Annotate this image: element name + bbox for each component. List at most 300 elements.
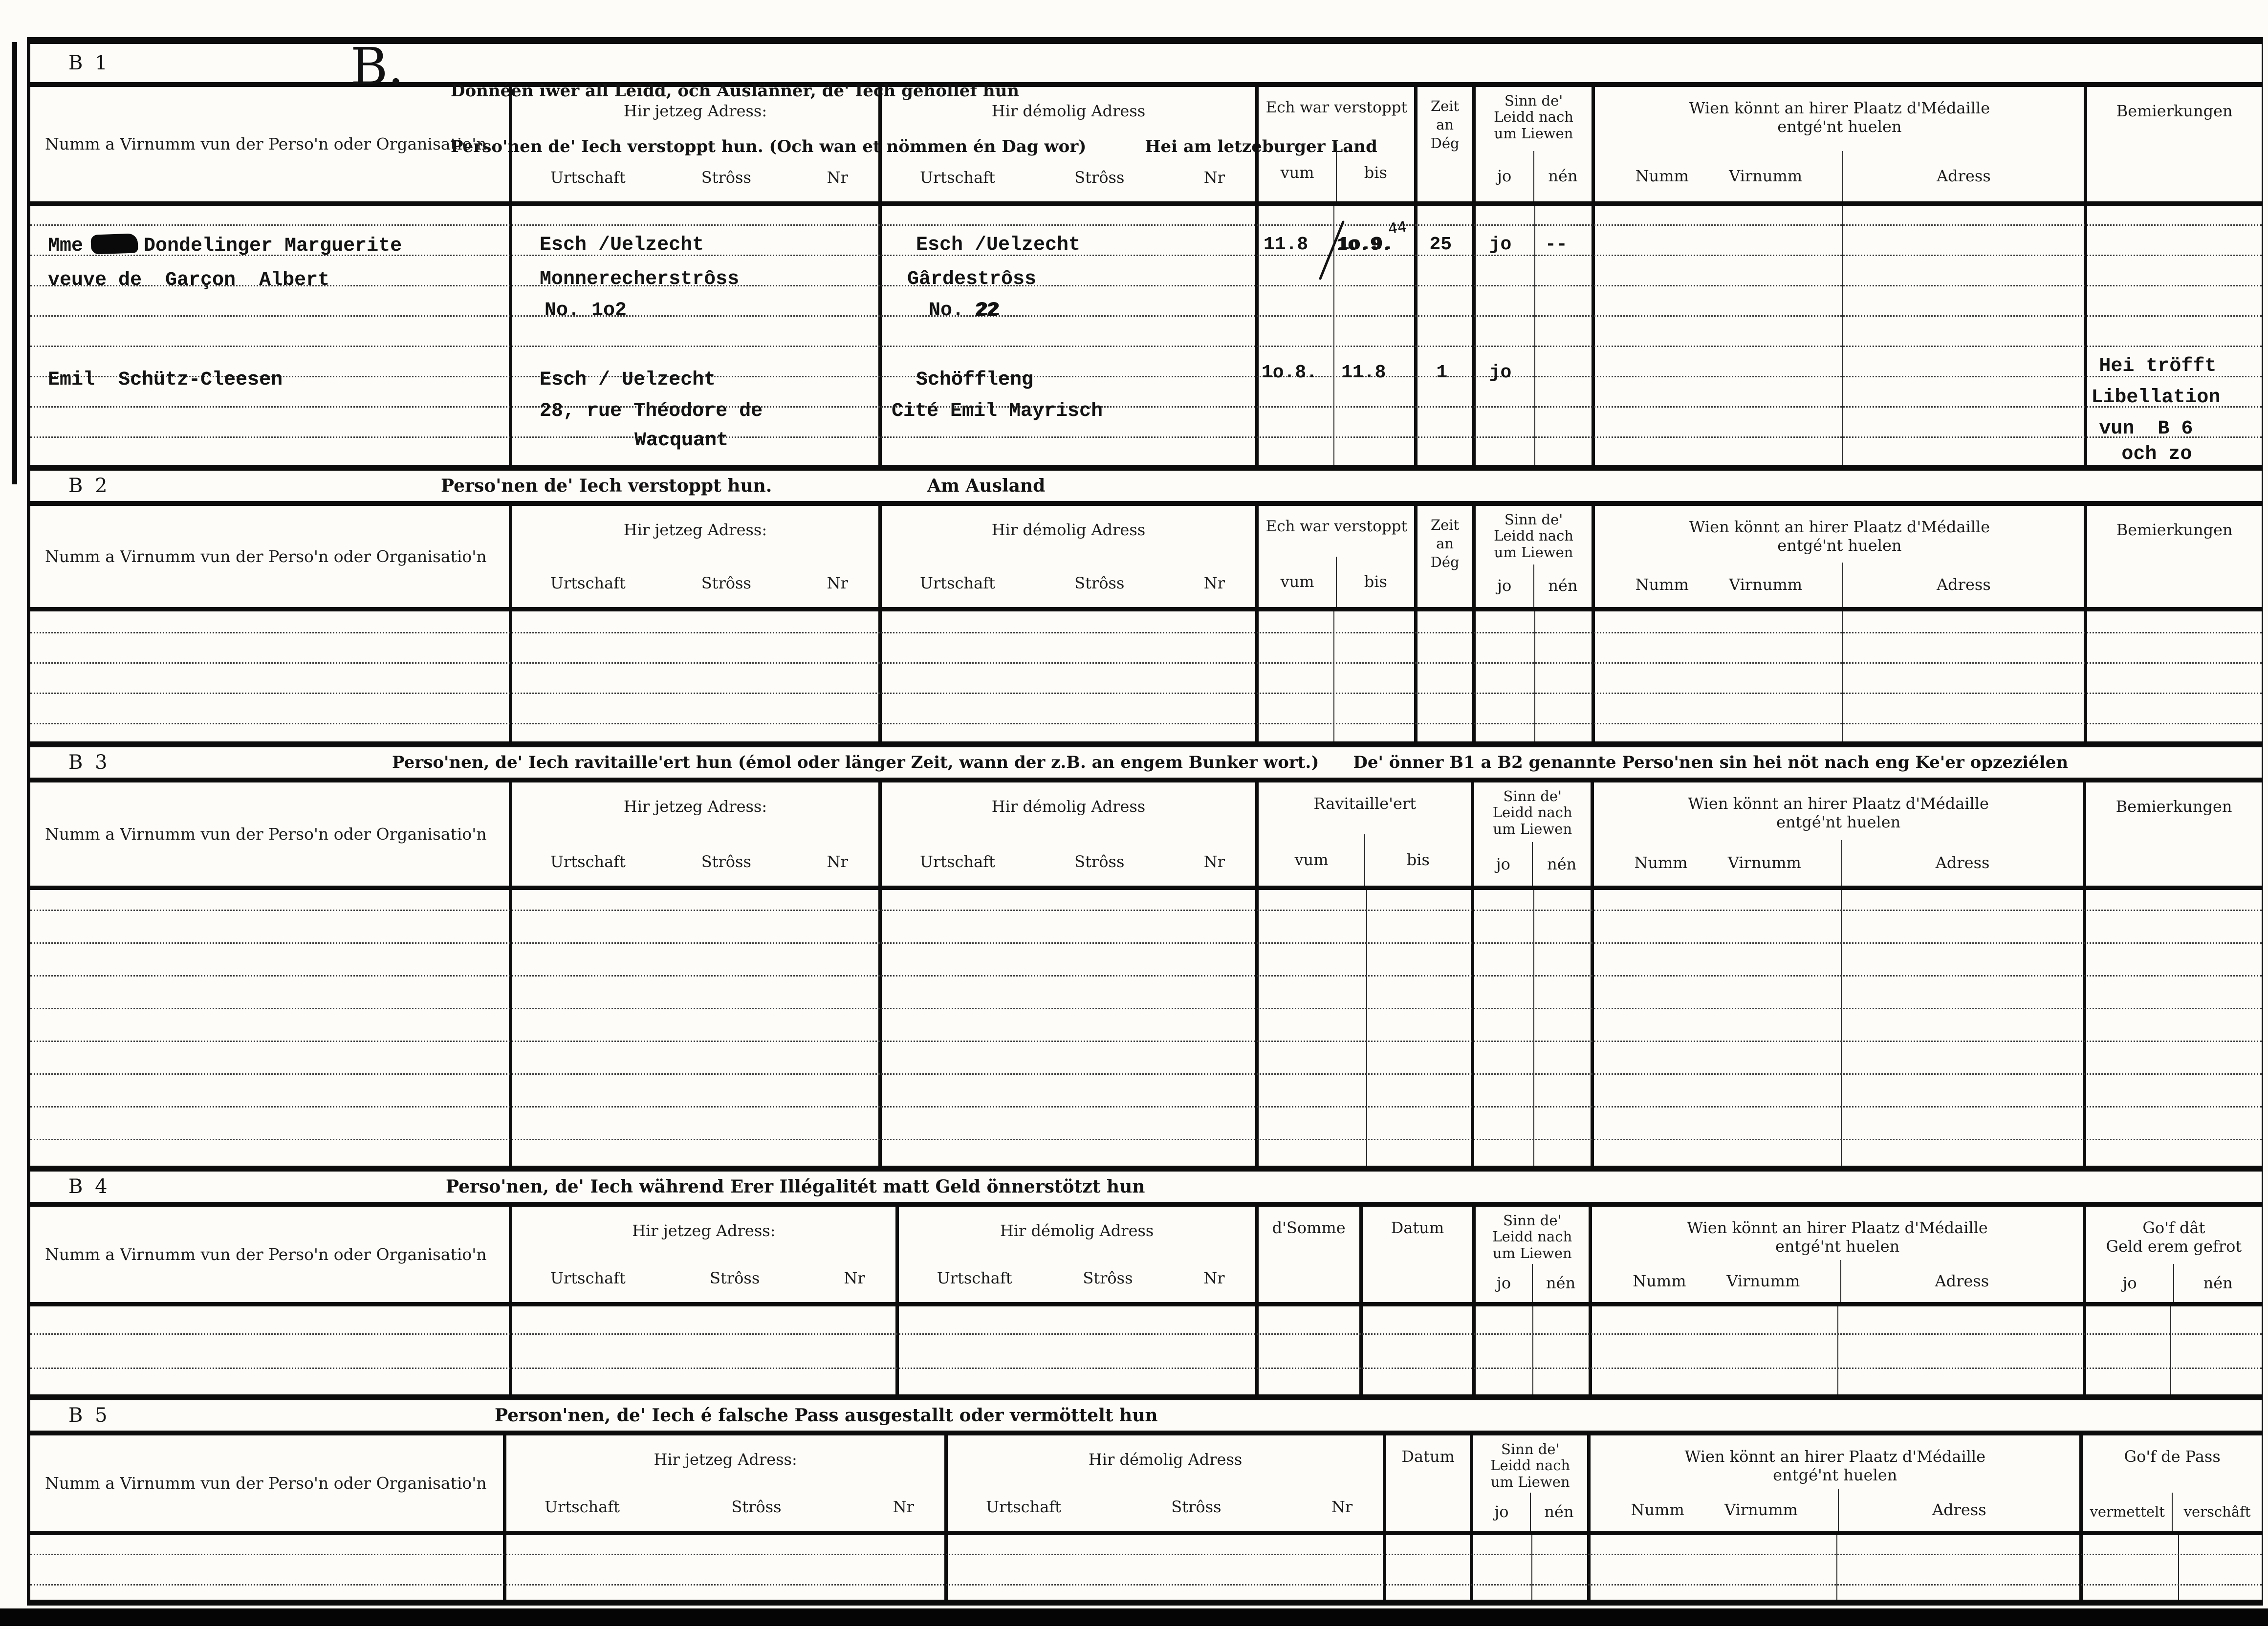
b2-col-adress xyxy=(1843,611,2087,741)
stross-label: Strôss xyxy=(1171,1497,1221,1516)
adress-label: Adress xyxy=(1932,1500,1986,1519)
entry2-remark-line2: Libellation xyxy=(2091,387,2221,409)
vum-label: vum xyxy=(1294,850,1329,869)
b2-header-medal xyxy=(1595,506,2087,607)
medal-label xyxy=(1594,794,2083,832)
addr-sublabels xyxy=(899,1269,1255,1302)
b3-col-vum xyxy=(1259,890,1367,1166)
jo-label: jo xyxy=(1497,576,1512,595)
overwritten-house-number: 22 xyxy=(976,300,1000,322)
entry1-bis-date: 1o.9. xyxy=(1337,234,1394,255)
nen-label: nén xyxy=(1546,1273,1576,1292)
medal-line2: entgé'nt huelen xyxy=(1777,117,1902,136)
b3-col-remarks xyxy=(2086,890,2262,1166)
medal-sublabels xyxy=(1595,151,2084,201)
virnumm-label: Virnumm xyxy=(1726,1271,1800,1290)
b1-col-adress xyxy=(1843,206,2087,465)
b5-col-pass-vermettelt xyxy=(2083,1535,2179,1600)
stross-label: Strôss xyxy=(701,573,751,592)
medal-line1: Wien könnt an hirer Plaatz d'Médaille xyxy=(1687,1218,1988,1237)
dotted-writing-line xyxy=(30,1106,2262,1108)
jo-label: jo xyxy=(1496,854,1510,873)
b2-header-addr-prev xyxy=(882,506,1259,607)
b2-col-name xyxy=(30,611,512,741)
nen-label: nén xyxy=(2203,1273,2233,1292)
nr-label: Nr xyxy=(827,852,848,871)
b3-note: De' önner B1 a B2 genannte Perso'nen sin hei nöt nach eng Ke'er opzeziélen xyxy=(1353,753,2069,772)
name-header-label: Numm a Virnumm vun der Perso'n oder Organisatio'n xyxy=(45,824,487,844)
alive-label xyxy=(1476,93,1592,142)
b1-col-bis xyxy=(1334,206,1418,465)
remarks-label: Bemierkungen xyxy=(2116,102,2233,120)
b5-title: Person'nen, de' Iech é falsche Pass ausgestallt oder vermöttelt hun xyxy=(495,1405,1158,1426)
dotted-writing-line xyxy=(30,632,2262,633)
section-b3-title-band xyxy=(30,741,2262,782)
medal-line1: Wien könnt an hirer Plaatz d'Médaille xyxy=(1689,99,1990,117)
urtschaft-label: Urtschaft xyxy=(550,573,626,592)
addr-sublabels xyxy=(512,574,878,607)
b2-header-addr-now xyxy=(512,506,882,607)
hidden-label: Ech war verstoppt xyxy=(1265,99,1407,116)
entry1-jo: jo xyxy=(1489,234,1512,255)
b5-col-pass-verschaft xyxy=(2179,1535,2262,1600)
entry1-name-prefix: Mme xyxy=(48,235,84,257)
dotted-writing-line xyxy=(30,224,2262,226)
addr-sublabels xyxy=(882,852,1255,886)
jo-nen-row xyxy=(1476,151,1592,201)
b2-col-bis xyxy=(1334,611,1418,741)
deg-label: Dég xyxy=(1430,553,1460,570)
b2-col-vum xyxy=(1259,611,1334,741)
entry1-prev-line2: Gârdestrôss xyxy=(907,268,1037,290)
addr-now-label: Hir jetzeg Adress: xyxy=(623,797,767,816)
b1-col-numm-virnumm xyxy=(1595,206,1843,465)
urtschaft-label: Urtschaft xyxy=(937,1268,1012,1287)
entry2-remark-line4: och zo xyxy=(2121,443,2192,465)
b5-header-datum xyxy=(1386,1435,1473,1531)
dotted-writing-line xyxy=(30,910,2262,911)
b2-body xyxy=(30,611,2262,741)
b4-header-alive xyxy=(1476,1207,1592,1302)
b3-col-addr-now xyxy=(512,890,882,1166)
verschaft-label: verschâft xyxy=(2183,1503,2251,1520)
b2-col-nen xyxy=(1535,611,1595,741)
b1-col-remarks xyxy=(2087,206,2262,465)
entry2-prev-line1: Schöffleng xyxy=(916,369,1034,391)
b4-header-addr-now xyxy=(512,1207,899,1302)
medal-line2: entgé'nt huelen xyxy=(1775,1237,1900,1256)
dotted-writing-line xyxy=(30,376,2262,377)
b1-column-headers xyxy=(30,87,2262,206)
b1-col-name xyxy=(30,206,512,465)
alive-label xyxy=(1476,1213,1589,1261)
dotted-writing-line xyxy=(30,436,2262,438)
nr-label: Nr xyxy=(1203,1268,1225,1287)
entry1-name-line2: veuve de Garçon Albert xyxy=(48,269,330,291)
b3-col-adress xyxy=(1842,890,2086,1166)
money-line1: Go'f dât xyxy=(2142,1218,2205,1237)
ravitailleert-label: Ravitaille'ert xyxy=(1313,794,1417,813)
b1-col-addr-now xyxy=(512,206,882,465)
b5-col-jo xyxy=(1473,1535,1532,1600)
b5-col-numm-virnumm xyxy=(1591,1535,1837,1600)
entry1-now-line1: Esch /Uelzecht xyxy=(540,234,704,256)
addr-sublabels xyxy=(948,1498,1383,1531)
vum-bis-row xyxy=(1259,557,1414,608)
entry2-name: Emil Schütz-Cleesen xyxy=(48,369,283,391)
zeit-an-deg xyxy=(1418,517,1472,570)
entry2-prev-line2: Cité Emil Mayrisch xyxy=(891,400,1103,422)
urtschaft-label: Urtschaft xyxy=(919,168,995,187)
vum-label: vum xyxy=(1280,163,1314,182)
vum-bis-row xyxy=(1259,144,1414,201)
nr-label: Nr xyxy=(1203,573,1225,592)
b2-column-headers xyxy=(30,506,2262,611)
scan-edge-streak xyxy=(12,42,17,484)
b2-header-alive xyxy=(1476,506,1595,607)
medal-line2: entgé'nt huelen xyxy=(1777,536,1902,555)
dotted-writing-line xyxy=(30,975,2262,977)
entry1-bis xyxy=(1337,218,1408,256)
numm-label: Numm xyxy=(1631,1500,1684,1519)
b4-header-medal xyxy=(1592,1207,2086,1302)
b3-title-row xyxy=(392,753,2068,772)
stross-label: Strôss xyxy=(1083,1268,1133,1287)
somme-label: d'Somme xyxy=(1272,1218,1346,1237)
addr-now-label: Hir jetzeg Adress: xyxy=(632,1221,776,1240)
b5-col-name xyxy=(30,1535,506,1600)
entry1-vum: 11.8 xyxy=(1264,234,1308,255)
dotted-writing-line xyxy=(30,1333,2262,1335)
entry2-now-line2: 28, rue Théodore de xyxy=(540,400,763,422)
medal-sublabels xyxy=(1592,1260,2082,1302)
b2-col-addr-prev xyxy=(882,611,1259,741)
b5-column-headers xyxy=(30,1435,2262,1535)
b3-header-medal xyxy=(1594,782,2086,886)
nr-label: Nr xyxy=(827,168,848,187)
addr-prev-label: Hir démolig Adress xyxy=(991,521,1146,539)
numm-label: Numm xyxy=(1634,853,1688,872)
alive-label xyxy=(1474,788,1591,837)
b4-col-money-nen xyxy=(2171,1306,2262,1394)
b5-header-alive xyxy=(1473,1435,1591,1531)
b4-body xyxy=(30,1306,2262,1394)
nen-label: nén xyxy=(1548,167,1578,186)
entry2-remark-line1: Hei tröfft xyxy=(2099,355,2217,377)
datum-label: Datum xyxy=(1391,1218,1444,1237)
b4-title: Perso'nen, de' Iech während Erer Illégalitét matt Geld önnerstötzt hun xyxy=(446,1176,1145,1197)
jo-nen-row xyxy=(2086,1264,2262,1302)
alive-line2: Leidd nach xyxy=(1492,1228,1572,1245)
numm-label: Numm xyxy=(1633,1271,1686,1290)
dotted-writing-line xyxy=(30,1008,2262,1009)
nr-label: Nr xyxy=(1331,1497,1353,1516)
alive-label xyxy=(1473,1441,1587,1490)
b5-col-addr-now xyxy=(506,1535,948,1600)
addr-prev-label: Hir démolig Adress xyxy=(991,797,1146,816)
jo-label: jo xyxy=(2122,1273,2137,1292)
stross-label: Strôss xyxy=(701,168,751,187)
dotted-writing-line xyxy=(30,1139,2262,1140)
b1-header-alive xyxy=(1476,87,1595,201)
section-b4-code: B 4 xyxy=(68,1175,110,1198)
b3-title: Perso'nen, de' Iech ravitaille'ert hun (émol oder länger Zeit, wann der z.B. an engem Bunker wort.) xyxy=(392,753,1319,772)
deg-label: Dég xyxy=(1430,134,1460,152)
b4-col-money-jo xyxy=(2086,1306,2171,1394)
alive-label xyxy=(1476,512,1592,561)
entry1-now-line3: No. 1o2 xyxy=(545,300,627,322)
big-letter-b: B. xyxy=(350,37,404,96)
b3-column-headers xyxy=(30,782,2262,890)
scan-edge-bottom-bar xyxy=(0,1608,2268,1626)
numm-label: Numm xyxy=(1635,167,1689,186)
zeit-an-deg xyxy=(1418,98,1472,152)
entry2-remark-line3: vun B 6 xyxy=(2099,418,2193,440)
vum-bis-row xyxy=(1259,834,1471,886)
dotted-writing-line xyxy=(30,285,2262,286)
b5-header-medal xyxy=(1591,1435,2083,1531)
addr-sublabels xyxy=(506,1498,944,1531)
jo-nen-row xyxy=(1476,1264,1589,1302)
section-b3-code: B 3 xyxy=(68,751,110,774)
b1-title-line1: Donnéen iwer all Leidd, och Auslänner, de' Iech gehollef hun xyxy=(451,81,1020,101)
virnumm-label: Virnumm xyxy=(1729,167,1803,186)
addr-sublabels xyxy=(512,1269,895,1302)
handwritten-year-44: 44 xyxy=(1387,218,1408,238)
b5-body xyxy=(30,1535,2262,1606)
nr-label: Nr xyxy=(827,573,848,592)
entry1-name-main: Dondelinger Marguerite xyxy=(144,235,402,257)
b2-title: Perso'nen de' Iech verstoppt hun. xyxy=(441,476,772,496)
b3-header-addr-prev xyxy=(882,782,1259,886)
b4-header-money-question xyxy=(2086,1207,2262,1302)
medal-line2: entgé'nt huelen xyxy=(1773,1466,1897,1485)
b5-header-pass-question xyxy=(2083,1435,2262,1531)
b1-col-addr-prev xyxy=(882,206,1259,465)
b1-col-jo xyxy=(1476,206,1535,465)
addr-now-label: Hir jetzeg Adress: xyxy=(654,1450,797,1469)
jo-nen-row xyxy=(1476,565,1592,607)
b4-col-addr-now xyxy=(512,1306,899,1394)
numm-label: Numm xyxy=(1635,575,1689,594)
name-header-label: Numm a Virnumm vun der Perso'n oder Organisatio'n xyxy=(45,1244,487,1264)
b2-header-hidden xyxy=(1259,506,1418,607)
stross-label: Strôss xyxy=(701,852,751,871)
stross-label: Strôss xyxy=(731,1497,782,1516)
alive-line1: Sinn de' xyxy=(1503,788,1562,804)
b5-header-name xyxy=(30,1435,506,1531)
dotted-writing-line xyxy=(30,693,2262,694)
dotted-writing-line xyxy=(30,723,2262,724)
urtschaft-label: Urtschaft xyxy=(545,1497,620,1516)
entry2-jo: jo xyxy=(1489,362,1512,383)
adress-label: Adress xyxy=(1937,575,1991,594)
medal-line1: Wien könnt an hirer Plaatz d'Médaille xyxy=(1688,794,1989,813)
medal-sublabels xyxy=(1594,840,2083,886)
b3-col-bis xyxy=(1367,890,1474,1166)
b2-subtitle: Am Ausland xyxy=(927,476,1046,496)
b3-header-remarks xyxy=(2086,782,2262,886)
adress-label: Adress xyxy=(1935,1271,1989,1290)
entry1-nen-dash: -- xyxy=(1545,234,1568,255)
medal-label xyxy=(1595,99,2084,136)
jo-nen-row xyxy=(1473,1493,1587,1531)
medal-line2: entgé'nt huelen xyxy=(1776,813,1901,832)
addr-prev-label: Hir démolig Adress xyxy=(1088,1450,1243,1469)
entry1-now-line2: Monnerecherstrôss xyxy=(540,268,740,290)
b2-col-zeit xyxy=(1418,611,1475,741)
medal-sublabels xyxy=(1595,563,2084,607)
b4-column-headers xyxy=(30,1207,2262,1306)
urtschaft-label: Urtschaft xyxy=(550,168,626,187)
entry2-bis: 11.8 xyxy=(1341,362,1386,383)
b4-col-somme xyxy=(1259,1306,1363,1394)
stross-label: Strôss xyxy=(1074,168,1125,187)
b1-col-zeit xyxy=(1418,206,1475,465)
money-line2: Geld erem gefrot xyxy=(2106,1237,2242,1256)
medal-label xyxy=(1591,1447,2079,1485)
b2-header-zeit xyxy=(1418,506,1475,607)
entry1-zeit: 25 xyxy=(1429,234,1452,255)
b3-col-jo xyxy=(1474,890,1534,1166)
alive-line2: Leidd nach xyxy=(1492,804,1572,821)
alive-line1: Sinn de' xyxy=(1504,511,1563,528)
alive-line1: Sinn de' xyxy=(1503,1212,1562,1229)
b4-col-numm-virnumm xyxy=(1592,1306,1838,1394)
pass-options-row xyxy=(2083,1493,2262,1531)
nr-label: Nr xyxy=(893,1497,915,1516)
dotted-writing-line xyxy=(30,315,2262,317)
dotted-writing-line xyxy=(30,346,2262,347)
urtschaft-label: Urtschaft xyxy=(919,852,995,871)
b4-header-addr-prev xyxy=(899,1207,1259,1302)
dotted-writing-line xyxy=(30,406,2262,408)
an-label: an xyxy=(1436,535,1454,552)
b1-header-medal xyxy=(1595,87,2087,201)
medal-line1: Wien könnt an hirer Plaatz d'Médaille xyxy=(1684,1447,1986,1466)
entry1-prev-line3 xyxy=(929,300,999,322)
virnumm-label: Virnumm xyxy=(1727,853,1801,872)
b3-header-alive xyxy=(1474,782,1594,886)
vum-label: vum xyxy=(1280,572,1314,591)
nr-label: Nr xyxy=(1203,852,1225,871)
dotted-writing-line xyxy=(30,1073,2262,1075)
nen-label: nén xyxy=(1544,1502,1574,1521)
alive-line3: um Liewen xyxy=(1494,543,1573,561)
remarks-label: Bemierkungen xyxy=(2116,521,2233,539)
b5-header-addr-now xyxy=(506,1435,948,1531)
section-b5-code: B 5 xyxy=(68,1404,110,1427)
b1-col-nen xyxy=(1535,206,1595,465)
stross-label: Strôss xyxy=(1074,573,1125,592)
addr-now-label: Hir jetzeg Adress: xyxy=(623,521,767,539)
b2-header-remarks xyxy=(2087,506,2262,607)
adress-label: Adress xyxy=(1935,853,1990,872)
alive-line3: um Liewen xyxy=(1493,820,1572,837)
b1-header-remarks xyxy=(2087,87,2262,201)
b5-col-nen xyxy=(1532,1535,1591,1600)
an-label: an xyxy=(1436,116,1454,133)
alive-line2: Leidd nach xyxy=(1490,1457,1570,1474)
b2-col-jo xyxy=(1476,611,1535,741)
dotted-writing-line xyxy=(30,1584,2262,1586)
dotted-writing-line xyxy=(30,942,2262,944)
dotted-writing-line xyxy=(30,1368,2262,1369)
medal-label xyxy=(1595,518,2084,555)
medal-line1: Wien könnt an hirer Plaatz d'Médaille xyxy=(1689,518,1990,536)
vermettelt-label: vermettelt xyxy=(2090,1503,2165,1520)
virnumm-label: Virnumm xyxy=(1724,1500,1798,1519)
addr-sublabels xyxy=(882,574,1255,607)
dotted-writing-line xyxy=(30,1041,2262,1042)
section-b1-code: B 1 xyxy=(68,52,110,74)
adress-label: Adress xyxy=(1937,167,1991,186)
b3-header-name xyxy=(30,782,512,886)
b1-header-addr-now xyxy=(512,87,882,201)
bis-label: bis xyxy=(1406,850,1430,869)
dotted-writing-line xyxy=(30,662,2262,664)
addr-prev-label: Hir démolig Adress xyxy=(991,102,1146,120)
b3-header-addr-now xyxy=(512,782,882,886)
b1-title-line2: Perso'nen de' Iech verstoppt hun. (Och wan et nömmen én Dag wor) xyxy=(451,137,1087,156)
jo-label: jo xyxy=(1494,1502,1509,1521)
section-b4-title-band xyxy=(30,1166,2262,1207)
b1-header-hidden xyxy=(1259,87,1418,201)
urtschaft-label: Urtschaft xyxy=(550,1268,626,1287)
jo-label: jo xyxy=(1497,167,1512,186)
b3-col-addr-prev xyxy=(882,890,1259,1166)
name-header-label: Numm a Virnumm vun der Perso'n oder Organisatio'n xyxy=(45,1473,487,1493)
entry1-prev-line1: Esch /Uelzecht xyxy=(916,234,1081,256)
b4-col-datum xyxy=(1363,1306,1476,1394)
zeit-label: Zeit xyxy=(1430,98,1460,114)
b3-col-nen xyxy=(1534,890,1594,1166)
jo-nen-row xyxy=(1474,842,1591,886)
no-prefix: No. xyxy=(928,300,976,322)
nen-label: nén xyxy=(1548,576,1578,595)
hidden-label: Ech war verstoppt xyxy=(1265,518,1407,535)
b1-title-location: Hei am letzeburger Land xyxy=(1145,137,1377,156)
b4-col-addr-prev xyxy=(899,1306,1259,1394)
addr-now-label: Hir jetzeg Adress: xyxy=(623,102,767,120)
nr-label: Nr xyxy=(844,1268,865,1287)
addr-prev-label: Hir démolig Adress xyxy=(1000,1221,1154,1240)
b5-header-addr-prev xyxy=(948,1435,1386,1531)
entry2-vum: 1o.8. xyxy=(1262,362,1318,383)
b4-col-adress xyxy=(1838,1306,2086,1394)
b4-header-name xyxy=(30,1207,512,1302)
stross-label: Strôss xyxy=(710,1268,760,1287)
alive-line2: Leidd nach xyxy=(1494,527,1573,544)
jo-label: jo xyxy=(1496,1273,1511,1292)
b3-body xyxy=(30,890,2262,1166)
zeit-label: Zeit xyxy=(1430,517,1460,533)
stross-label: Strôss xyxy=(1074,852,1125,871)
form-b xyxy=(27,37,2263,1606)
alive-line3: um Liewen xyxy=(1494,125,1573,142)
entry2-zeit: 1 xyxy=(1436,362,1448,383)
section-b2-title-band xyxy=(30,465,2262,506)
remarks-label: Bemierkungen xyxy=(2115,797,2232,816)
dotted-writing-line xyxy=(30,1554,2262,1555)
urtschaft-label: Urtschaft xyxy=(550,852,626,871)
b5-col-adress xyxy=(1837,1535,2083,1600)
b4-col-jo xyxy=(1476,1306,1533,1394)
medal-sublabels xyxy=(1591,1489,2079,1531)
b3-col-name xyxy=(30,890,512,1166)
alive-line1: Sinn de' xyxy=(1504,92,1563,109)
scribbled-out-word xyxy=(90,233,138,254)
